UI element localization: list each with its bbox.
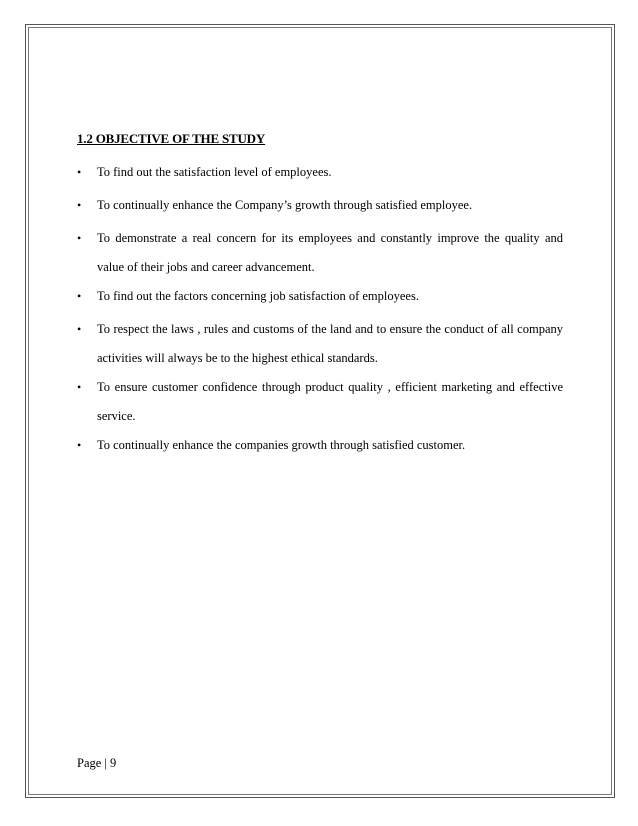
- list-item: [77, 158, 563, 187]
- bullet-icon: •: [77, 438, 82, 452]
- list-item: [77, 224, 563, 282]
- page-number: Page | 9: [77, 756, 117, 770]
- section-heading: 1.2 OBJECTIVE OF THE STUDY: [77, 131, 266, 146]
- objective-text: To demonstrate a real concern for its employees and constantly improve the quality and value of their jobs and career advancement.: [97, 231, 563, 274]
- bullet-icon: •: [77, 198, 82, 212]
- objective-text: To ensure customer confidence through product quality , efficient marketing and effective service.: [97, 380, 563, 423]
- list-item: [77, 431, 563, 460]
- bullet-icon: •: [77, 165, 82, 179]
- bullet-icon: •: [77, 380, 82, 394]
- objective-text: To find out the factors concerning job satisfaction of employees.: [97, 289, 419, 303]
- list-item: [77, 373, 563, 431]
- list-item: [77, 191, 563, 220]
- objective-text: To continually enhance the companies growth through satisfied customer.: [97, 438, 466, 452]
- list-item: [77, 282, 563, 311]
- bullet-icon: •: [77, 289, 82, 303]
- objective-text: To find out the satisfaction level of employees.: [97, 165, 332, 179]
- objective-text: To continually enhance the Company’s growth through satisfied employee.: [97, 198, 473, 212]
- bullet-icon: •: [77, 231, 82, 245]
- bullet-icon: •: [77, 322, 82, 336]
- list-item: [77, 315, 563, 373]
- objective-text: To respect the laws , rules and customs of the land and to ensure the conduct of all company activities will always be to the highest ethical standards.: [97, 322, 563, 365]
